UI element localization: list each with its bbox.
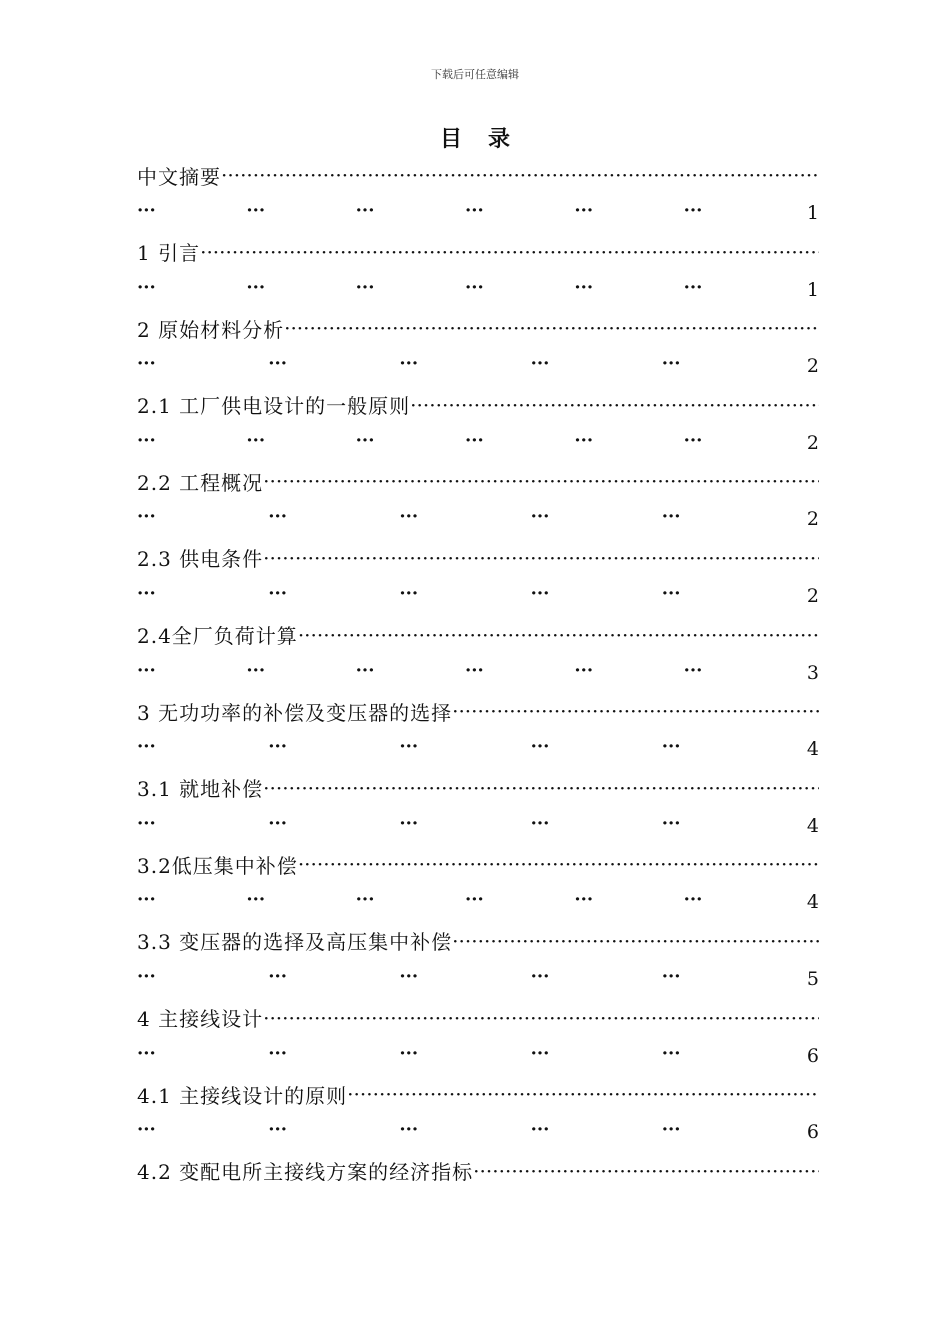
- toc-dot-group: ···: [574, 200, 594, 221]
- toc-page-number: 3: [806, 661, 819, 684]
- table-of-contents: [137, 156, 819, 1228]
- toc-entry[interactable]: [137, 922, 819, 999]
- toc-entry-continuation-line: [137, 730, 819, 768]
- toc-entry-heading-line: [137, 156, 819, 194]
- toc-dot-group: ···: [137, 1042, 156, 1064]
- toc-dot-group: ···: [137, 582, 156, 604]
- toc-dot-leader: [263, 1006, 819, 1030]
- toc-entry-label: 2 原始材料分析: [137, 317, 285, 342]
- toc-entry-label: 4.2 变配电所主接线方案的经济指标: [137, 1160, 474, 1185]
- toc-dot-group: ···: [661, 736, 681, 758]
- toc-dot-group: ···: [246, 200, 266, 221]
- toc-dot-group: ···: [530, 736, 550, 758]
- toc-entry[interactable]: [137, 1152, 819, 1229]
- toc-dot-group: ···: [661, 1042, 681, 1064]
- toc-entry-continuation-line: [137, 194, 819, 232]
- toc-dot-group: ···: [530, 1119, 550, 1141]
- toc-entry-label: 3.2低压集中补偿: [137, 853, 298, 878]
- toc-dot-group: ···: [683, 276, 703, 298]
- toc-dot-group: ···: [137, 965, 156, 987]
- toc-entry-continuation-line: [137, 424, 819, 462]
- toc-dot-group: ···: [246, 429, 266, 451]
- toc-dot-group: ···: [137, 429, 156, 451]
- toc-dot-group: ···: [246, 889, 266, 911]
- toc-entry-label: 2.3 供电条件: [137, 547, 264, 572]
- toc-entry-label: 中文摘要: [137, 164, 221, 189]
- toc-entry[interactable]: [137, 462, 819, 539]
- toc-dot-leader: [284, 316, 819, 340]
- toc-page-number: 2: [806, 508, 819, 531]
- toc-continuation-dots: [137, 889, 793, 910]
- toc-dot-group: ···: [399, 736, 419, 758]
- toc-dot-group: ···: [268, 1042, 287, 1064]
- toc-entry-heading-line: [137, 692, 819, 730]
- toc-dot-group: ···: [574, 429, 594, 451]
- toc-dot-group: ···: [464, 429, 484, 451]
- toc-entry-heading-line: [137, 233, 819, 271]
- toc-dot-leader: [200, 240, 819, 264]
- toc-entry-heading-line: [137, 616, 819, 654]
- toc-dot-group: ···: [355, 200, 375, 221]
- toc-dot-group: ···: [683, 889, 703, 911]
- toc-continuation-dots: [137, 660, 793, 681]
- toc-dot-group: ···: [137, 659, 156, 681]
- toc-dot-leader: [298, 623, 819, 647]
- toc-dot-leader: [298, 852, 819, 876]
- toc-dot-group: ···: [530, 965, 550, 987]
- toc-dot-group: ···: [399, 1042, 419, 1064]
- toc-dot-group: ···: [355, 889, 375, 911]
- toc-dot-group: ···: [464, 889, 484, 911]
- toc-entry-continuation-line: [137, 807, 819, 845]
- toc-entry-label: 4 主接线设计: [137, 1007, 264, 1032]
- toc-entry-heading-line: [137, 999, 819, 1037]
- toc-entry[interactable]: [137, 845, 819, 922]
- toc-continuation-dots: [137, 1043, 793, 1064]
- toc-continuation-dots: [137, 506, 793, 527]
- toc-entry-heading-line: [137, 386, 819, 424]
- toc-dot-leader: [473, 1159, 819, 1183]
- toc-dot-group: ···: [137, 889, 156, 911]
- toc-dot-group: ···: [399, 582, 419, 604]
- toc-dot-group: ···: [661, 353, 681, 375]
- toc-dot-group: ···: [268, 582, 287, 604]
- toc-dot-group: ···: [137, 1119, 156, 1141]
- toc-dot-group: ···: [661, 506, 681, 528]
- toc-dot-group: ···: [268, 965, 287, 987]
- toc-dot-group: ···: [661, 965, 681, 987]
- toc-entry[interactable]: [137, 309, 819, 386]
- toc-dot-group: ···: [683, 429, 703, 451]
- toc-page-number: 2: [806, 355, 819, 378]
- toc-entry-label: 3.1 就地补偿: [137, 777, 264, 802]
- toc-dot-group: ···: [137, 276, 156, 298]
- toc-dot-group: ···: [137, 736, 156, 758]
- toc-dot-group: ···: [137, 812, 156, 834]
- toc-entry-label: 4.1 主接线设计的原则: [137, 1083, 348, 1108]
- toc-dot-group: ···: [268, 812, 287, 834]
- toc-entry-continuation-line: [137, 1037, 819, 1075]
- toc-dot-leader: [410, 393, 819, 417]
- toc-page-number: 2: [806, 584, 819, 607]
- toc-page-number: 5: [806, 967, 819, 990]
- toc-dot-leader: [452, 699, 819, 723]
- toc-dot-group: ···: [661, 1119, 681, 1141]
- toc-page-number: 4: [806, 891, 819, 914]
- toc-entry[interactable]: [137, 999, 819, 1076]
- toc-entry-continuation-line: [137, 960, 819, 998]
- toc-entry[interactable]: [137, 692, 819, 769]
- toc-page-number: 6: [806, 1044, 819, 1067]
- toc-entry-heading-line: [137, 539, 819, 577]
- toc-entry-continuation-line: [137, 500, 819, 538]
- toc-page-number: 4: [806, 814, 819, 837]
- toc-entry-heading-line: [137, 462, 819, 500]
- toc-entry-continuation-line: [137, 347, 819, 385]
- toc-entry[interactable]: [137, 233, 819, 310]
- toc-dot-group: ···: [355, 276, 375, 298]
- toc-continuation-dots: [137, 583, 793, 604]
- toc-dot-group: ···: [268, 736, 287, 758]
- toc-continuation-dots: [137, 277, 793, 298]
- toc-dot-group: ···: [137, 353, 156, 375]
- toc-dot-group: ···: [574, 276, 594, 298]
- toc-dot-group: ···: [574, 889, 594, 911]
- toc-entry-heading-line: [137, 1075, 819, 1113]
- toc-entry[interactable]: [137, 539, 819, 616]
- toc-page-number: 6: [806, 1121, 819, 1144]
- toc-entry-heading-line: [137, 845, 819, 883]
- page-header-note: 下载后可任意编辑: [431, 68, 519, 81]
- toc-entry[interactable]: [137, 386, 819, 463]
- toc-continuation-dots: [137, 813, 793, 834]
- toc-dot-group: ···: [268, 506, 287, 528]
- toc-entry[interactable]: [137, 616, 819, 693]
- toc-continuation-dots: [137, 736, 793, 757]
- toc-dot-group: ···: [355, 429, 375, 451]
- toc-dot-group: ···: [574, 659, 594, 681]
- toc-page-number: 2: [806, 431, 819, 454]
- toc-entry[interactable]: [137, 769, 819, 846]
- toc-entry-label: 1 引言: [137, 241, 201, 266]
- toc-continuation-dots: [137, 966, 793, 987]
- toc-entry-continuation-line: [137, 577, 819, 615]
- toc-dot-group: ···: [530, 582, 550, 604]
- toc-dot-group: ···: [137, 506, 156, 528]
- toc-dot-group: ···: [268, 353, 287, 375]
- toc-dot-group: ···: [464, 276, 484, 298]
- toc-continuation-dots: [137, 1119, 793, 1140]
- toc-dot-leader: [263, 469, 819, 493]
- toc-entry-continuation-line: [137, 883, 819, 921]
- toc-title: 目录: [439, 126, 536, 152]
- toc-dot-group: ···: [683, 200, 703, 221]
- toc-dot-leader: [347, 1082, 819, 1106]
- toc-dot-group: ···: [137, 200, 156, 221]
- toc-dot-group: ···: [399, 1119, 419, 1141]
- toc-entry-label: 2.1 工厂供电设计的一般原则: [137, 394, 411, 419]
- toc-entry-label: 3.3 变压器的选择及高压集中补偿: [137, 930, 453, 955]
- toc-dot-group: ···: [399, 506, 419, 528]
- toc-dot-group: ···: [464, 659, 484, 681]
- toc-page-number: 4: [806, 738, 819, 761]
- toc-entry[interactable]: [137, 1075, 819, 1152]
- toc-dot-leader: [221, 163, 819, 187]
- toc-entry-label: 2.4全厂负荷计算: [137, 624, 298, 649]
- toc-dot-group: ···: [683, 659, 703, 681]
- toc-dot-group: ···: [530, 353, 550, 375]
- toc-dot-leader: [263, 776, 819, 800]
- toc-dot-leader: [263, 546, 819, 570]
- toc-entry-continuation-line: [137, 1113, 819, 1151]
- toc-entry-heading-line: [137, 309, 819, 347]
- toc-entry-label: 2.2 工程概况: [137, 470, 264, 495]
- toc-dot-group: ···: [399, 812, 419, 834]
- toc-entry-label: 3 无功功率的补偿及变压器的选择: [137, 700, 453, 725]
- toc-entry-continuation-line: [137, 654, 819, 692]
- toc-dot-group: ···: [246, 659, 266, 681]
- toc-dot-group: ···: [399, 965, 419, 987]
- toc-dot-group: ···: [530, 812, 550, 834]
- toc-page-number: 1: [806, 202, 819, 224]
- toc-entry-heading-line: [137, 769, 819, 807]
- toc-entry-continuation-line: [137, 271, 819, 309]
- toc-dot-group: ···: [268, 1119, 287, 1141]
- toc-entry-heading-line: [137, 922, 819, 960]
- toc-continuation-dots: [137, 353, 793, 374]
- toc-continuation-dots: [137, 430, 793, 451]
- toc-entry-heading-line: [137, 1152, 819, 1190]
- toc-dot-group: ···: [661, 582, 681, 604]
- toc-dot-group: ···: [399, 353, 419, 375]
- toc-dot-group: ···: [464, 200, 484, 221]
- toc-dot-group: ···: [530, 506, 550, 528]
- toc-dot-group: ···: [246, 276, 266, 298]
- toc-entry[interactable]: [137, 156, 819, 233]
- toc-dot-group: ···: [355, 659, 375, 681]
- toc-dot-group: ···: [661, 812, 681, 834]
- toc-dot-leader: [452, 929, 819, 953]
- toc-page-number: 1: [806, 278, 819, 301]
- toc-continuation-dots: [137, 200, 793, 221]
- toc-dot-group: ···: [530, 1042, 550, 1064]
